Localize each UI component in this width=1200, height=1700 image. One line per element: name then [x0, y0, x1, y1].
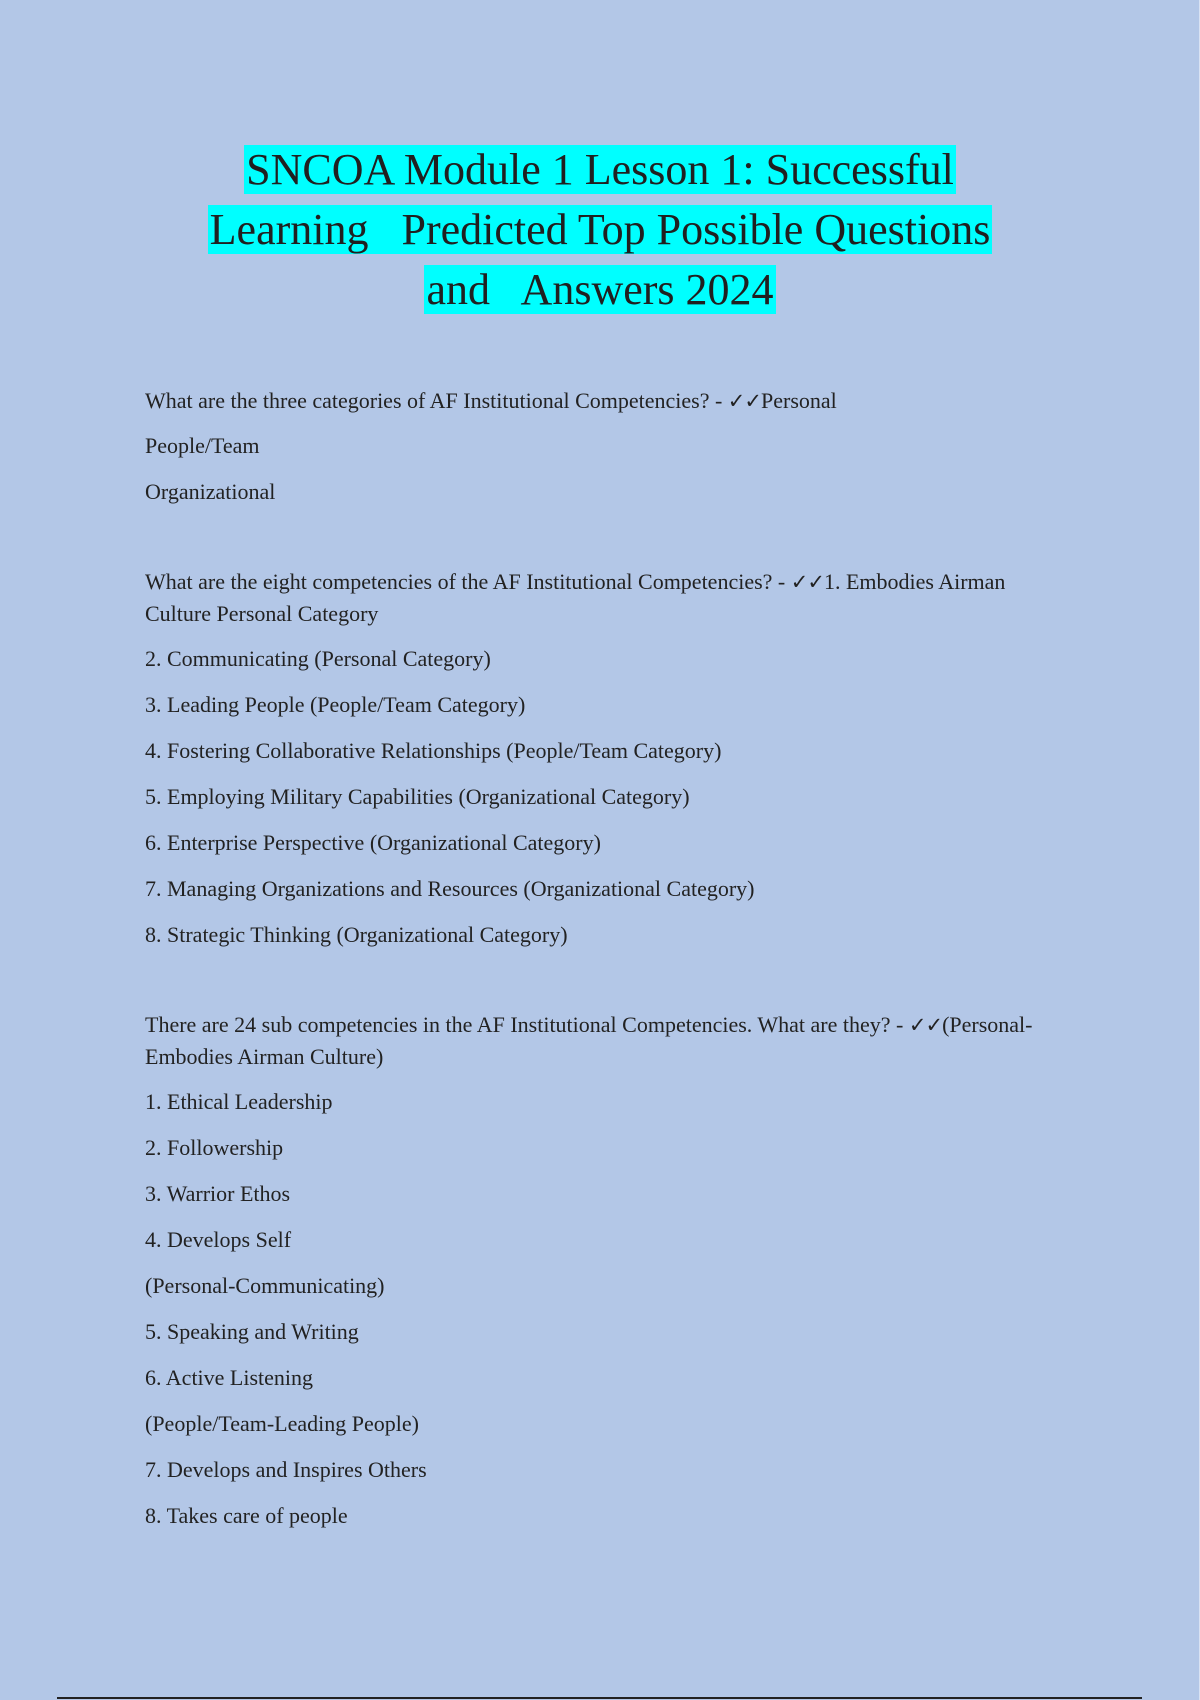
- answer-line: 7. Develops and Inspires Others: [145, 1457, 427, 1482]
- answer-line: 1. Ethical Leadership: [145, 1089, 333, 1114]
- answer-line: 3. Warrior Ethos: [145, 1181, 291, 1206]
- answer-line: 5. Speaking and Writing: [145, 1319, 359, 1344]
- answer-line: People/Team: [145, 433, 260, 458]
- answer-line: (People/Team-Leading People): [145, 1411, 419, 1436]
- page-bottom-rule: [57, 1697, 1142, 1699]
- answer-line: 2. Followership: [145, 1135, 284, 1160]
- answer-start: (Personal-Embodies Airman Culture): [145, 1012, 1033, 1069]
- answer-line: 2. Communicating (Personal Category): [145, 646, 491, 671]
- qa-item-3: [145, 1009, 1045, 1532]
- title-line: SNCOA Module 1 Lesson 1: Successful: [246, 145, 954, 194]
- answer-line: 4. Develops Self: [145, 1227, 292, 1252]
- document-title: [120, 140, 1080, 320]
- title-line: and Answers 2024: [426, 265, 774, 314]
- answer-line: 7. Managing Organizations and Resources (Organizational Category): [145, 876, 755, 901]
- title-line: Learning Predicted Top Possible Questions: [209, 205, 991, 254]
- answer-start: 1. Embodies Airman Culture Personal Category: [145, 569, 1006, 626]
- question: What are the three categories of AF Institutional Competencies? - ✓✓Personal: [145, 388, 837, 413]
- qa-item-1: [145, 385, 1045, 508]
- answer-line: 3. Leading People (People/Team Category): [145, 692, 526, 717]
- answer-line: 8. Strategic Thinking (Organizational Category): [145, 922, 568, 947]
- double-check-icon: ✓✓: [727, 389, 761, 413]
- answer-line: (Personal-Communicating): [145, 1273, 385, 1298]
- answer-start: Personal: [761, 388, 837, 413]
- qa-item-2: [145, 566, 1045, 951]
- answer-line: Organizational: [145, 479, 276, 504]
- question: What are the eight competencies of the AF Institutional Competencies? - ✓✓1. Embodies Airman Culture Personal Category: [145, 569, 1006, 626]
- answer-line: 8. Takes care of people: [145, 1503, 348, 1528]
- double-check-icon: ✓✓: [790, 570, 824, 594]
- answer-line: 4. Fostering Collaborative Relationships (People/Team Category): [145, 738, 722, 763]
- answer-line: 6. Enterprise Perspective (Organizational Category): [145, 830, 601, 855]
- answer-line: 5. Employing Military Capabilities (Organizational Category): [145, 784, 690, 809]
- answer-line: 6. Active Listening: [145, 1365, 314, 1390]
- question: There are 24 sub competencies in the AF Institutional Competencies. What are they? - ✓✓(Personal-Embodies Airman Culture): [145, 1012, 1033, 1069]
- double-check-icon: ✓✓: [908, 1013, 943, 1037]
- qa-content: [145, 385, 1045, 1546]
